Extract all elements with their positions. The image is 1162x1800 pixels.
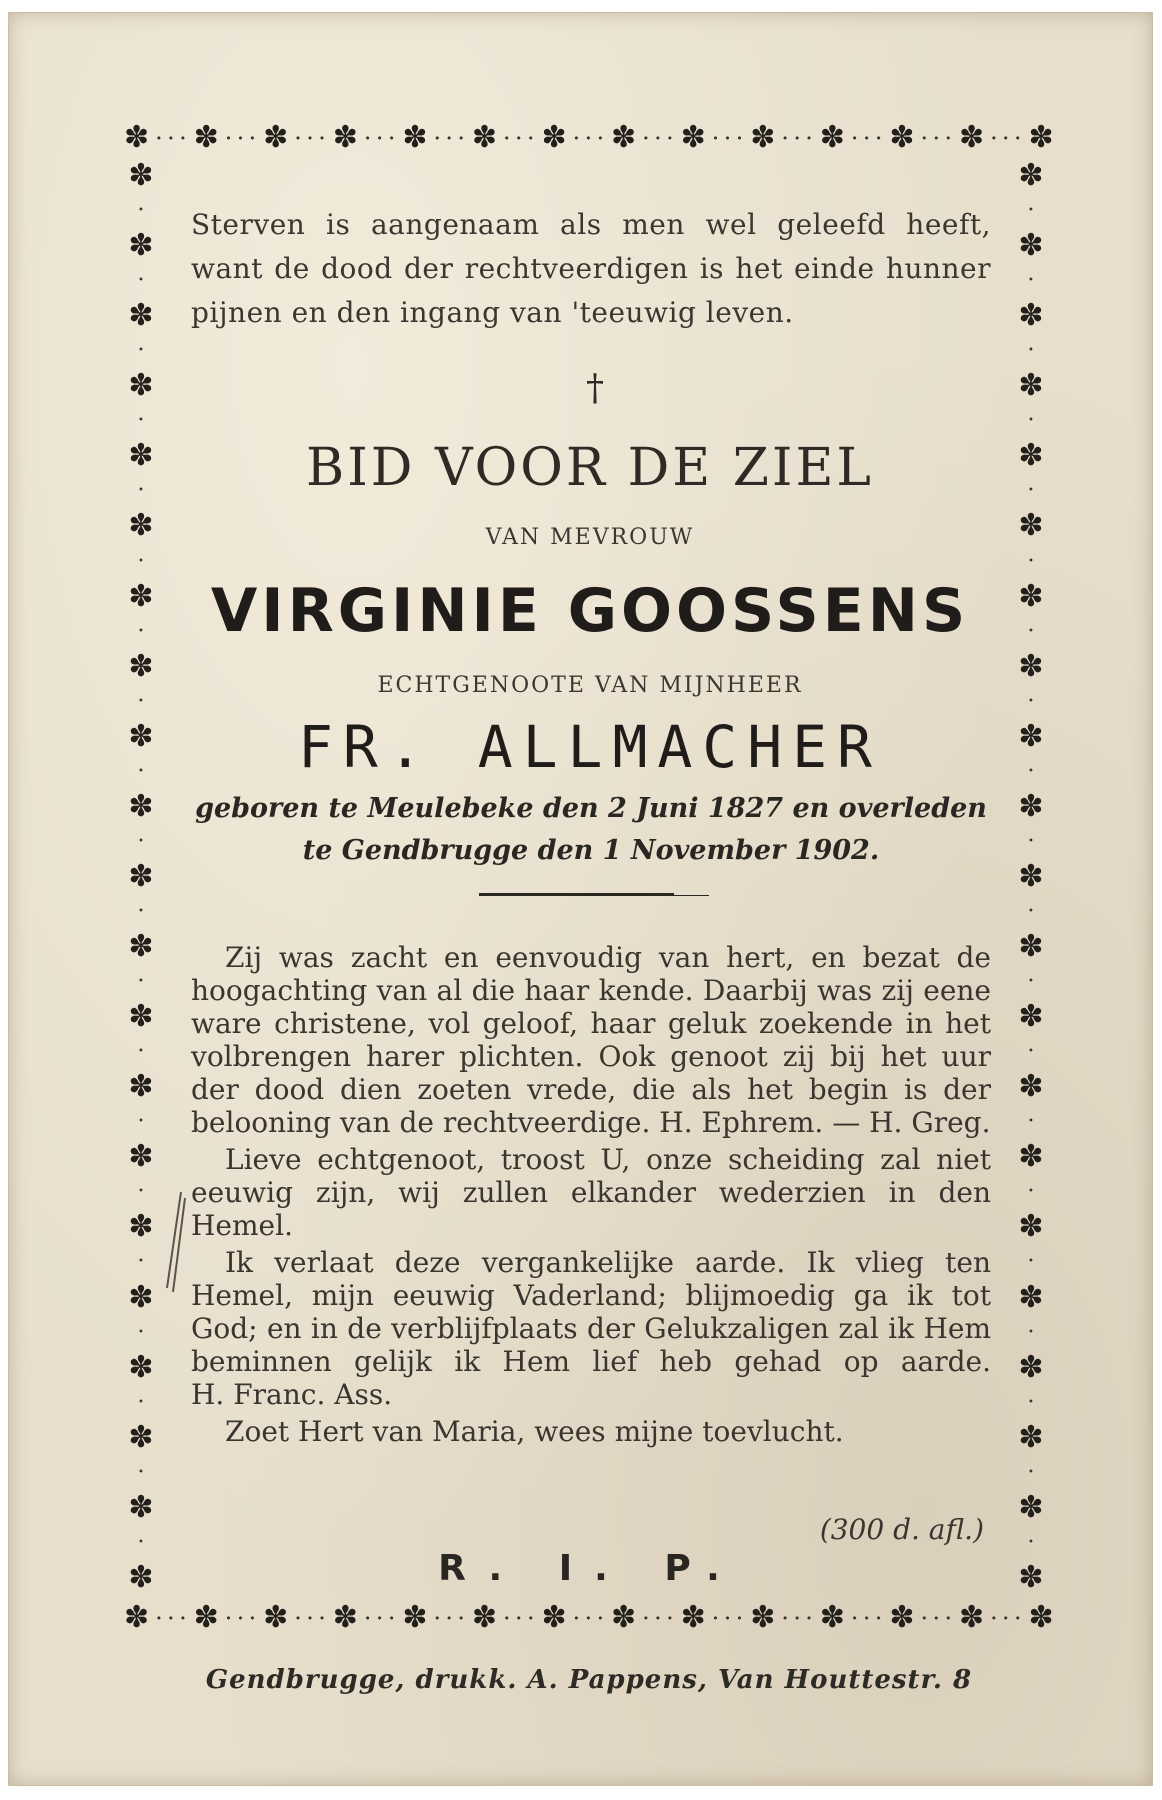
ornament-flower-icon: ✽ bbox=[193, 1600, 219, 1635]
ornament-dots: • bbox=[1028, 1326, 1034, 1338]
ornament-dots: • • • bbox=[642, 1611, 675, 1625]
ornament-dots: • • • bbox=[433, 131, 466, 145]
ornament-flower-icon: ✽ bbox=[750, 120, 776, 155]
ornament-flower-icon: ✽ bbox=[128, 1069, 154, 1105]
ornament-dots: • • • bbox=[503, 1611, 535, 1625]
ornament-dots: • • • bbox=[364, 131, 396, 145]
ornament-dots: • bbox=[138, 1466, 144, 1478]
ornament-dots: • • • bbox=[225, 1611, 257, 1625]
printer-imprint: Gendbrugge, drukk. A. Pappens, Van Houttestr. 8 bbox=[205, 1665, 973, 1695]
ornament-flower-icon: ✽ bbox=[471, 120, 498, 155]
ornament-dots: • bbox=[138, 835, 144, 847]
ornament-flower-icon: ✽ bbox=[958, 1600, 985, 1635]
ornament-flower-icon: ✽ bbox=[124, 120, 150, 155]
ornament-dots: • bbox=[138, 345, 144, 357]
ornament-flower-icon: ✽ bbox=[680, 120, 706, 155]
left-ornament-border bbox=[119, 161, 163, 1593]
ornament-flower-icon: ✽ bbox=[1028, 120, 1054, 155]
spouse-of-label: ECHTGENOOTE VAN MIJNHEER bbox=[377, 673, 803, 698]
ornament-dots: • bbox=[1028, 765, 1034, 777]
paragraph-spouse bbox=[191, 1143, 991, 1242]
ornament-dots: • bbox=[1028, 835, 1034, 847]
ornament-flower-icon: ✽ bbox=[128, 858, 154, 894]
ornament-dots: • • • bbox=[851, 131, 883, 145]
ornament-flower-icon: ✽ bbox=[1018, 648, 1044, 684]
ornament-dots: • • • bbox=[433, 1611, 466, 1625]
ornament-dots: • • • bbox=[573, 1611, 605, 1625]
ornament-dots: • bbox=[1028, 1466, 1034, 1478]
ornament-dots: • bbox=[138, 1186, 144, 1198]
ornament-dots: • bbox=[1028, 1046, 1034, 1058]
attribution-ephrem-greg: H. Ephrem. — H. Greg. bbox=[659, 1106, 991, 1139]
ornament-dots: • • • bbox=[294, 131, 327, 145]
ornament-flower-icon: ✽ bbox=[541, 120, 567, 155]
ornament-flower-icon: ✽ bbox=[1018, 508, 1044, 544]
ornament-dots: • • • bbox=[851, 1611, 883, 1625]
ornament-flower-icon: ✽ bbox=[1018, 438, 1044, 474]
ornament-flower-icon: ✽ bbox=[128, 1489, 154, 1525]
pencil-mark bbox=[159, 1188, 189, 1298]
ornament-flower-icon: ✽ bbox=[128, 999, 154, 1035]
ornament-flower-icon: ✽ bbox=[332, 1600, 358, 1635]
ornament-dots: • bbox=[138, 555, 144, 567]
memorial-card bbox=[8, 12, 1153, 1786]
ornament-dots: • bbox=[1028, 976, 1034, 988]
ornament-dots: • bbox=[138, 485, 144, 497]
ornament-dots: • bbox=[1028, 1186, 1034, 1198]
ornament-dots: • bbox=[138, 1396, 144, 1408]
ornament-dots: • bbox=[1028, 345, 1034, 357]
top-ornament-border bbox=[124, 118, 1054, 158]
ornament-flower-icon: ✽ bbox=[128, 368, 154, 404]
opening-quote: Sterven is aangenaam als men wel geleefd heeft, want de dood der rechtveerdigen is het einde hunner pijnen en den ingang van 'teeuwig leven. bbox=[191, 208, 991, 329]
ornament-flower-icon: ✽ bbox=[128, 1419, 154, 1455]
bottom-ornament-border bbox=[124, 1598, 1054, 1638]
ornament-dots: • bbox=[1028, 1536, 1034, 1548]
ornament-dots: • • • bbox=[990, 1611, 1023, 1625]
ornament-flower-icon: ✽ bbox=[1018, 1139, 1044, 1175]
ornament-flower-icon: ✽ bbox=[332, 120, 358, 155]
ornament-dots: • • • bbox=[920, 1611, 953, 1625]
ornament-dots: • bbox=[1028, 1256, 1034, 1268]
ornament-dots: • • • bbox=[781, 131, 814, 145]
ornament-dots: • bbox=[138, 1536, 144, 1548]
ornament-flower-icon: ✽ bbox=[1018, 161, 1044, 193]
divider-rule-gap bbox=[674, 893, 712, 895]
ornament-flower-icon: ✽ bbox=[128, 1279, 154, 1315]
ornament-flower-icon: ✽ bbox=[124, 1600, 150, 1635]
paragraph-farewell bbox=[191, 1246, 991, 1411]
ornament-dots: • • • bbox=[573, 131, 605, 145]
prayer-heading: BID VOOR DE ZIEL bbox=[306, 438, 874, 498]
ornament-flower-icon: ✽ bbox=[889, 120, 915, 155]
ornament-flower-icon: ✽ bbox=[128, 578, 154, 614]
ornament-flower-icon: ✽ bbox=[128, 1139, 154, 1175]
ornament-dots: • bbox=[1028, 625, 1034, 637]
ornament-flower-icon: ✽ bbox=[263, 1600, 289, 1635]
paragraph-invocation-text: Zoet Hert van Maria, wees mijne toevlucht. bbox=[225, 1415, 844, 1448]
ornament-flower-icon: ✽ bbox=[128, 228, 154, 264]
ornament-flower-icon: ✽ bbox=[1018, 1559, 1044, 1593]
ornament-dots: • • • bbox=[712, 1611, 744, 1625]
ornament-flower-icon: ✽ bbox=[128, 718, 154, 754]
ornament-flower-icon: ✽ bbox=[128, 929, 154, 965]
ornament-dots: • bbox=[138, 1116, 144, 1128]
ornament-flower-icon: ✽ bbox=[1018, 368, 1044, 404]
ornament-flower-icon: ✽ bbox=[1018, 298, 1044, 334]
ornament-dots: • • • bbox=[155, 1611, 188, 1625]
ornament-flower-icon: ✽ bbox=[402, 1600, 428, 1635]
ornament-flower-icon: ✽ bbox=[128, 1559, 154, 1593]
ornament-dots: • bbox=[1028, 485, 1034, 497]
ornament-dots: • bbox=[1028, 905, 1034, 917]
ornament-flower-icon: ✽ bbox=[193, 120, 219, 155]
ornament-flower-icon: ✽ bbox=[263, 120, 289, 155]
ornament-flower-icon: ✽ bbox=[1018, 1069, 1044, 1105]
ornament-flower-icon: ✽ bbox=[128, 1349, 154, 1385]
ornament-flower-icon: ✽ bbox=[1018, 228, 1044, 264]
ornament-flower-icon: ✽ bbox=[750, 1600, 776, 1635]
paragraph-invocation bbox=[191, 1415, 991, 1448]
ornament-flower-icon: ✽ bbox=[1018, 718, 1044, 754]
ornament-flower-icon: ✽ bbox=[128, 1209, 154, 1245]
ornament-dots: • bbox=[138, 765, 144, 777]
ornament-flower-icon: ✽ bbox=[1018, 1279, 1044, 1315]
ornament-dots: • bbox=[138, 905, 144, 917]
ornament-dots: • bbox=[138, 695, 144, 707]
ornament-flower-icon: ✽ bbox=[1028, 1600, 1054, 1635]
ornament-flower-icon: ✽ bbox=[819, 1600, 845, 1635]
ornament-flower-icon: ✽ bbox=[1018, 858, 1044, 894]
ornament-flower-icon: ✽ bbox=[128, 648, 154, 684]
ornament-flower-icon: ✽ bbox=[1018, 788, 1044, 824]
ornament-flower-icon: ✽ bbox=[1018, 578, 1044, 614]
ornament-flower-icon: ✽ bbox=[128, 161, 154, 193]
husband-name: FR. ALLMACHER bbox=[298, 713, 882, 781]
ornament-dots: • bbox=[1028, 1116, 1034, 1128]
ornament-dots: • bbox=[1028, 695, 1034, 707]
ornament-flower-icon: ✽ bbox=[128, 788, 154, 824]
ornament-dots: • • • bbox=[503, 131, 535, 145]
ornament-flower-icon: ✽ bbox=[958, 120, 985, 155]
ornament-flower-icon: ✽ bbox=[611, 1600, 637, 1635]
ornament-flower-icon: ✽ bbox=[1018, 1489, 1044, 1525]
rip-text: R. I. P. bbox=[438, 1548, 742, 1589]
ornament-dots: • bbox=[138, 976, 144, 988]
of-mrs-label: VAN MEVROUW bbox=[485, 525, 695, 550]
ornament-flower-icon: ✽ bbox=[1018, 1349, 1044, 1385]
ornament-flower-icon: ✽ bbox=[128, 438, 154, 474]
ornament-dots: • • • bbox=[642, 131, 675, 145]
ornament-dots: • bbox=[138, 1326, 144, 1338]
ornament-dots: • bbox=[138, 275, 144, 287]
ornament-flower-icon: ✽ bbox=[471, 1600, 498, 1635]
attribution-franc: H. Franc. Ass. bbox=[191, 1378, 393, 1411]
birth-death-dates: geboren te Meulebeke den 2 Juni 1827 en overleden te Gendbrugge den 1 November 1902. bbox=[195, 793, 987, 866]
paragraph-farewell-text: Ik verlaat deze vergankelijke aarde. Ik vlieg ten Hemel, mijn eeuwig Vaderland; blijmoedig ga ik tot God; en in de verblijfplaats der Gelukzaligen zal ik Hem beminnen gelijk ik Hem lief heb gehad op aarde. bbox=[191, 1246, 991, 1378]
ornament-flower-icon: ✽ bbox=[1018, 1419, 1044, 1455]
ornament-dots: • bbox=[138, 415, 144, 427]
ornament-flower-icon: ✽ bbox=[402, 120, 428, 155]
ornament-dots: • • • bbox=[712, 131, 744, 145]
ornament-dots: • bbox=[1028, 555, 1034, 567]
ornament-dots: • • • bbox=[294, 1611, 327, 1625]
ornament-flower-icon: ✽ bbox=[1018, 929, 1044, 965]
ornament-dots: • bbox=[1028, 415, 1034, 427]
ornament-dots: • • • bbox=[781, 1611, 814, 1625]
ornament-dots: • bbox=[138, 625, 144, 637]
ornament-flower-icon: ✽ bbox=[819, 120, 845, 155]
right-ornament-border bbox=[1009, 161, 1053, 1593]
ornament-dots: • • • bbox=[990, 131, 1023, 145]
ornament-dots: • bbox=[138, 1256, 144, 1268]
paragraph-virtues bbox=[191, 941, 991, 1139]
ornament-flower-icon: ✽ bbox=[128, 508, 154, 544]
ornament-flower-icon: ✽ bbox=[889, 1600, 915, 1635]
ornament-dots: • bbox=[1028, 1396, 1034, 1408]
ornament-flower-icon: ✽ bbox=[128, 298, 154, 334]
memorial-text bbox=[191, 941, 991, 1452]
ornament-flower-icon: ✽ bbox=[1018, 1209, 1044, 1245]
ornament-dots: • bbox=[138, 1046, 144, 1058]
ornament-dots: • bbox=[1028, 205, 1034, 217]
ornament-flower-icon: ✽ bbox=[611, 120, 637, 155]
ornament-flower-icon: ✽ bbox=[1018, 999, 1044, 1035]
deceased-name: VIRGINIE GOOSSENS bbox=[210, 576, 970, 646]
paragraph-virtues-text: Zij was zacht en eenvoudig van hert, en bezat de hoogachting van al die haar kende. Daarbij was zij eene ware christene, vol geloof, haar geluk zoekende in het volbrengen harer plichten. Ook genoot zij bij het uur der dood dien zoeten vrede, die als het begin is der belooning van de rechtveerdige. bbox=[191, 941, 991, 1139]
ornament-dots: • • • bbox=[155, 131, 188, 145]
indulgence-note: (300 d. afl.) bbox=[819, 1513, 984, 1546]
ornament-dots: • • • bbox=[364, 1611, 396, 1625]
ornament-dots: • • • bbox=[920, 131, 953, 145]
cross-icon: † bbox=[586, 368, 604, 409]
ornament-flower-icon: ✽ bbox=[541, 1600, 567, 1635]
ornament-dots: • • • bbox=[225, 131, 257, 145]
ornament-dots: • bbox=[1028, 275, 1034, 287]
ornament-flower-icon: ✽ bbox=[680, 1600, 706, 1635]
paragraph-spouse-text: Lieve echtgenoot, troost U, onze scheiding zal niet eeuwig zijn, wij zullen elkander wederzien in den Hemel. bbox=[191, 1143, 991, 1242]
ornament-dots: • bbox=[138, 205, 144, 217]
